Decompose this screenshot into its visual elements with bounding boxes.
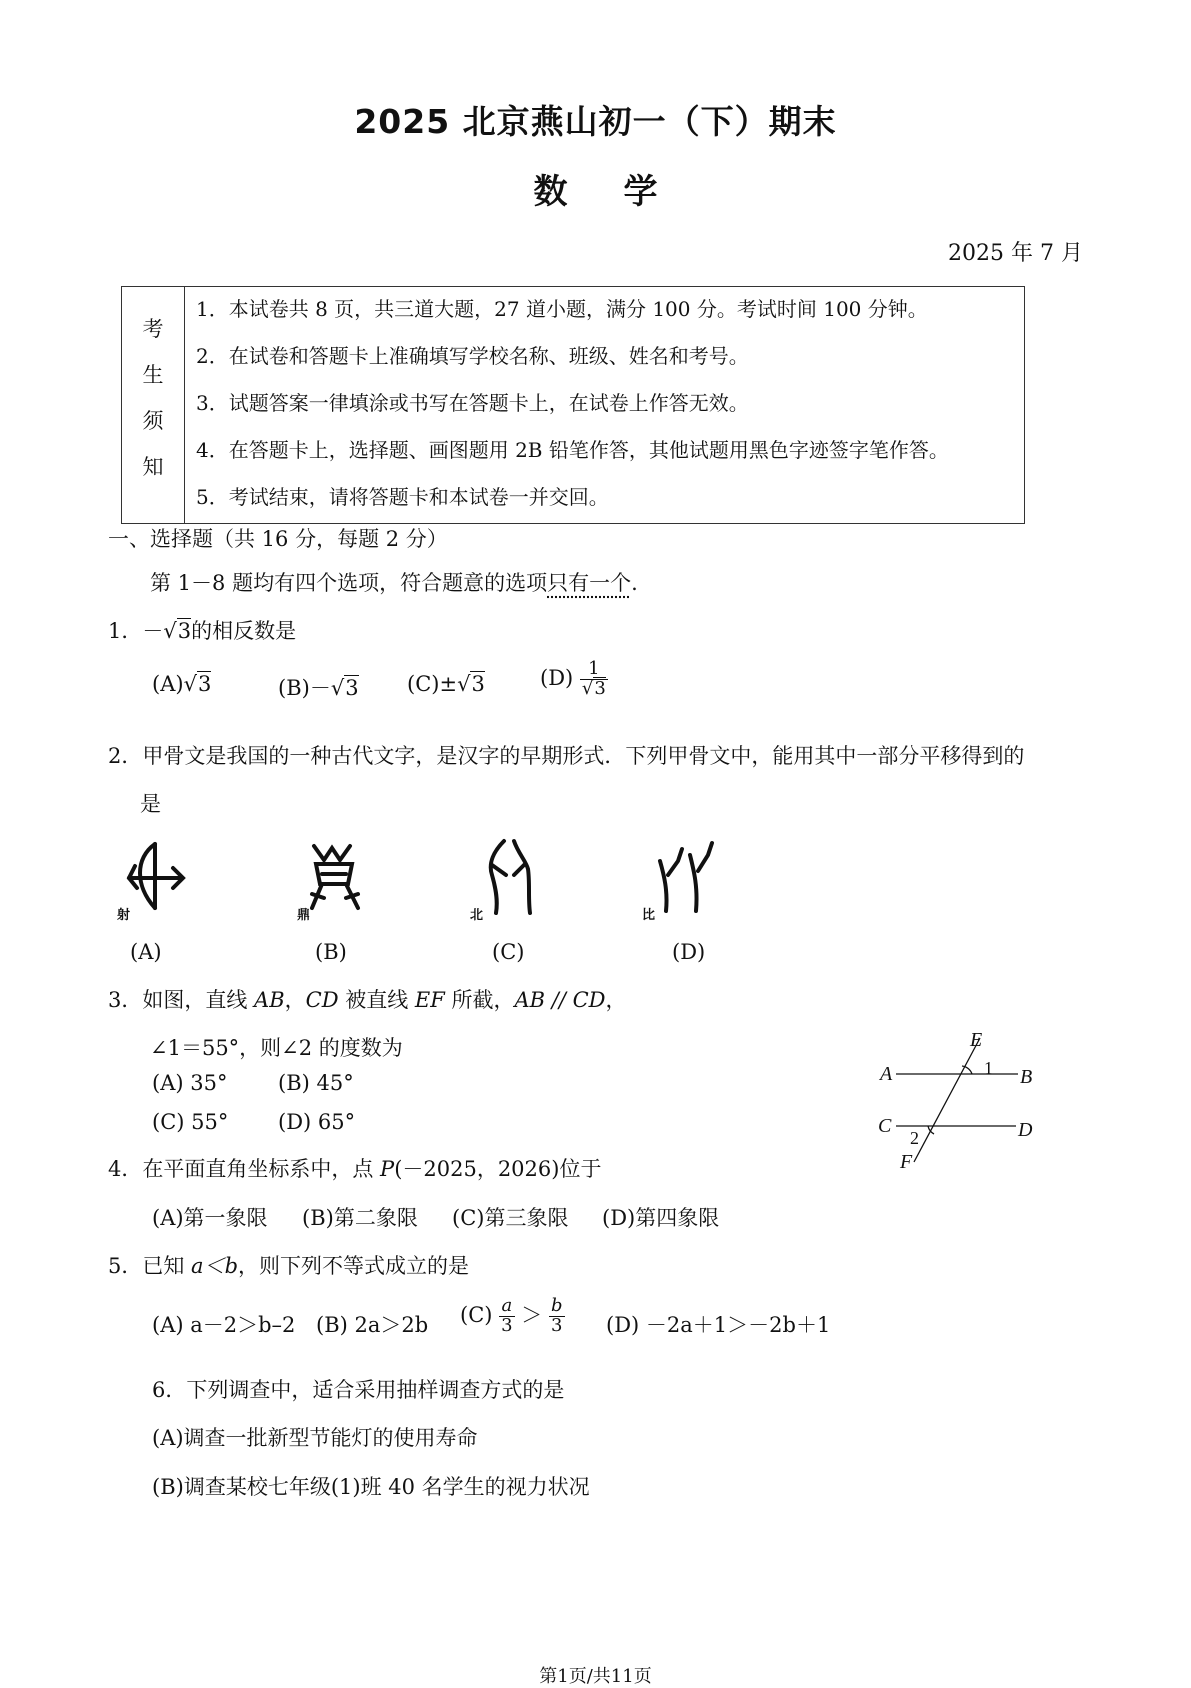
numerator: a <box>499 1297 514 1317</box>
question-3-option-a: (A) 35° <box>152 1071 228 1095</box>
notice-side-label <box>122 287 185 523</box>
intro-text: 第 1－8 题均有四个选项，符合题意的选项 <box>150 571 548 595</box>
question-1-stem <box>108 615 296 645</box>
option-label: (C) <box>460 1302 493 1327</box>
question-6-option-a: (A)调查一批新型节能灯的使用寿命 <box>152 1426 478 1450</box>
line-ab: AB <box>254 988 285 1012</box>
stem-text: 3．如图，直线 <box>108 988 255 1012</box>
exam-title: 2025 北京燕山初一（下）期末 <box>354 102 837 141</box>
oracle-glyph-bei <box>478 835 548 917</box>
section-intro <box>150 567 638 597</box>
glyph-label: 鼎 <box>297 908 311 923</box>
sqrt-symbol: √ <box>163 619 177 643</box>
question-2-stem-line2: 是 <box>140 792 161 816</box>
condition: a＜b <box>191 1254 239 1278</box>
parallel-lines-figure <box>870 1030 1050 1175</box>
section-heading: 一、选择题（共 16 分，每题 2 分） <box>108 527 448 551</box>
question-5-stem <box>108 1250 469 1280</box>
numerator: b <box>550 1295 563 1316</box>
question-1-option-b <box>278 672 359 702</box>
question-3-stem-line2: ∠1＝55°，则∠2 的度数为 <box>150 1036 403 1060</box>
notice-box <box>121 286 1025 524</box>
fraction <box>549 1297 565 1336</box>
label-d: D <box>1018 1119 1033 1141</box>
notice-char: 知 <box>142 455 164 479</box>
question-3-option-b: (B) 45° <box>278 1071 354 1095</box>
radicand: 3 <box>177 619 192 643</box>
sqrt-symbol: √ <box>183 672 197 696</box>
notice-item: 4．在答题卡上，选择题、画图题用 2B 铅笔作答，其他试题用黑色字迹签字笔作答。 <box>196 438 949 462</box>
option-label: (D) <box>540 665 574 690</box>
point-p: P <box>380 1157 395 1181</box>
question-3-option-d: (D) 65° <box>278 1110 356 1134</box>
question-1-option-d <box>540 660 608 699</box>
stem-text: 被直线 <box>338 988 415 1012</box>
radicand: 3 <box>197 672 212 696</box>
intro-period: . <box>631 571 638 595</box>
stem-text: ， <box>605 988 627 1012</box>
question-4-option-c: (C)第三象限 <box>452 1206 569 1230</box>
notice-item: 5．考试结束，请将答题卡和本试卷一并交回。 <box>196 485 609 509</box>
denominator: √3 <box>581 677 606 699</box>
glyph-label: 射 <box>117 908 131 923</box>
numerator: 1 <box>580 660 608 680</box>
notice-item: 3．试题答案一律填涂或书写在答题卡上，在试卷上作答无效。 <box>196 391 749 415</box>
stem-text: 的相反数是 <box>191 619 297 643</box>
question-number: 1． <box>108 619 143 643</box>
gt-sign: ＞ <box>521 1302 543 1327</box>
question-4-option-d: (D)第四象限 <box>602 1206 720 1230</box>
page-footer: 第1页/共11页 <box>539 1666 652 1687</box>
glyph-label: 北 <box>470 908 484 923</box>
question-2-stem-line1: 2．甲骨文是我国的一种古代文字，是汉字的早期形式．下列甲骨文中，能用其中一部分平移得到的 <box>108 744 1025 768</box>
intro-emphasis: 只有一个 <box>547 571 632 595</box>
question-2-option-a: (A) <box>130 940 162 964</box>
denominator: 3 <box>551 1314 563 1336</box>
stem-text: 4．在平面直角坐标系中，点 <box>108 1157 381 1181</box>
notice-item: 2．在试卷和答题卡上准确填写学校名称、班级、姓名和考号。 <box>196 344 749 368</box>
question-6-stem: 6．下列调查中，适合采用抽样调查方式的是 <box>152 1378 565 1402</box>
option-label: (B)－ <box>278 676 331 700</box>
label-angle-2: 2 <box>910 1128 919 1148</box>
line-ef: EF <box>414 988 445 1012</box>
question-3-option-c: (C) 55° <box>152 1110 229 1134</box>
question-4-option-a: (A)第一象限 <box>152 1206 268 1230</box>
stem-text: ，则下列不等式成立的是 <box>238 1254 470 1278</box>
label-angle-1: 1 <box>984 1058 993 1078</box>
question-1-option-a <box>152 672 211 696</box>
fraction <box>580 660 608 699</box>
question-5-option-c <box>460 1297 565 1336</box>
sqrt-symbol: √ <box>330 676 345 700</box>
label-f: F <box>900 1151 913 1173</box>
line-cd: CD <box>305 988 339 1012</box>
label-b: B <box>1020 1066 1033 1088</box>
label-c: C <box>878 1115 892 1137</box>
stem-text: (－2025，2026)位于 <box>394 1157 602 1181</box>
notice-char: 须 <box>142 409 164 433</box>
exam-date: 2025 年 7 月 <box>948 241 1083 266</box>
question-5-option-d: (D) －2a＋1＞－2b＋1 <box>606 1313 831 1337</box>
question-1-option-c <box>407 672 485 696</box>
subject-title: 数学 <box>533 172 714 212</box>
radicand: 3 <box>345 676 359 700</box>
oracle-glyph-ding <box>302 838 372 918</box>
denominator: 3 <box>501 1314 513 1336</box>
question-2-option-c: (C) <box>492 940 525 964</box>
question-4-option-b: (B)第二象限 <box>302 1206 418 1230</box>
parallel-condition: AB // CD <box>514 988 606 1012</box>
notice-char: 生 <box>142 363 164 387</box>
question-5-option-a: (A) a－2＞b–2 <box>152 1313 296 1337</box>
oracle-glyph-bi <box>650 835 720 917</box>
option-label: (A) <box>152 672 184 696</box>
fraction <box>499 1297 514 1336</box>
option-label: (C)± <box>407 672 458 696</box>
question-2-option-b: (B) <box>315 940 347 964</box>
label-e: E <box>970 1030 983 1051</box>
question-4-stem <box>108 1153 601 1183</box>
minus-sign: － <box>142 619 164 643</box>
stem-text: 5．已知 <box>108 1254 192 1278</box>
sqrt-symbol: √ <box>457 672 471 696</box>
question-5-option-b: (B) 2a＞2b <box>316 1313 429 1337</box>
label-a: A <box>880 1063 893 1085</box>
question-2-option-d: (D) <box>672 940 706 964</box>
stem-text: 所截， <box>444 988 515 1012</box>
question-3-stem-line1 <box>108 984 627 1014</box>
question-6-option-b: (B)调查某校七年级(1)班 40 名学生的视力状况 <box>152 1475 590 1499</box>
radicand: 3 <box>471 672 485 696</box>
line-ef-stroke <box>914 1038 980 1162</box>
glyph-label: 比 <box>642 908 656 923</box>
stem-text: ， <box>284 988 306 1012</box>
radicand: 3 <box>594 677 606 699</box>
notice-char: 考 <box>142 317 164 341</box>
notice-item: 1．本试卷共 8 页，共三道大题，27 道小题，满分 100 分。考试时间 100 分钟。 <box>196 297 928 321</box>
